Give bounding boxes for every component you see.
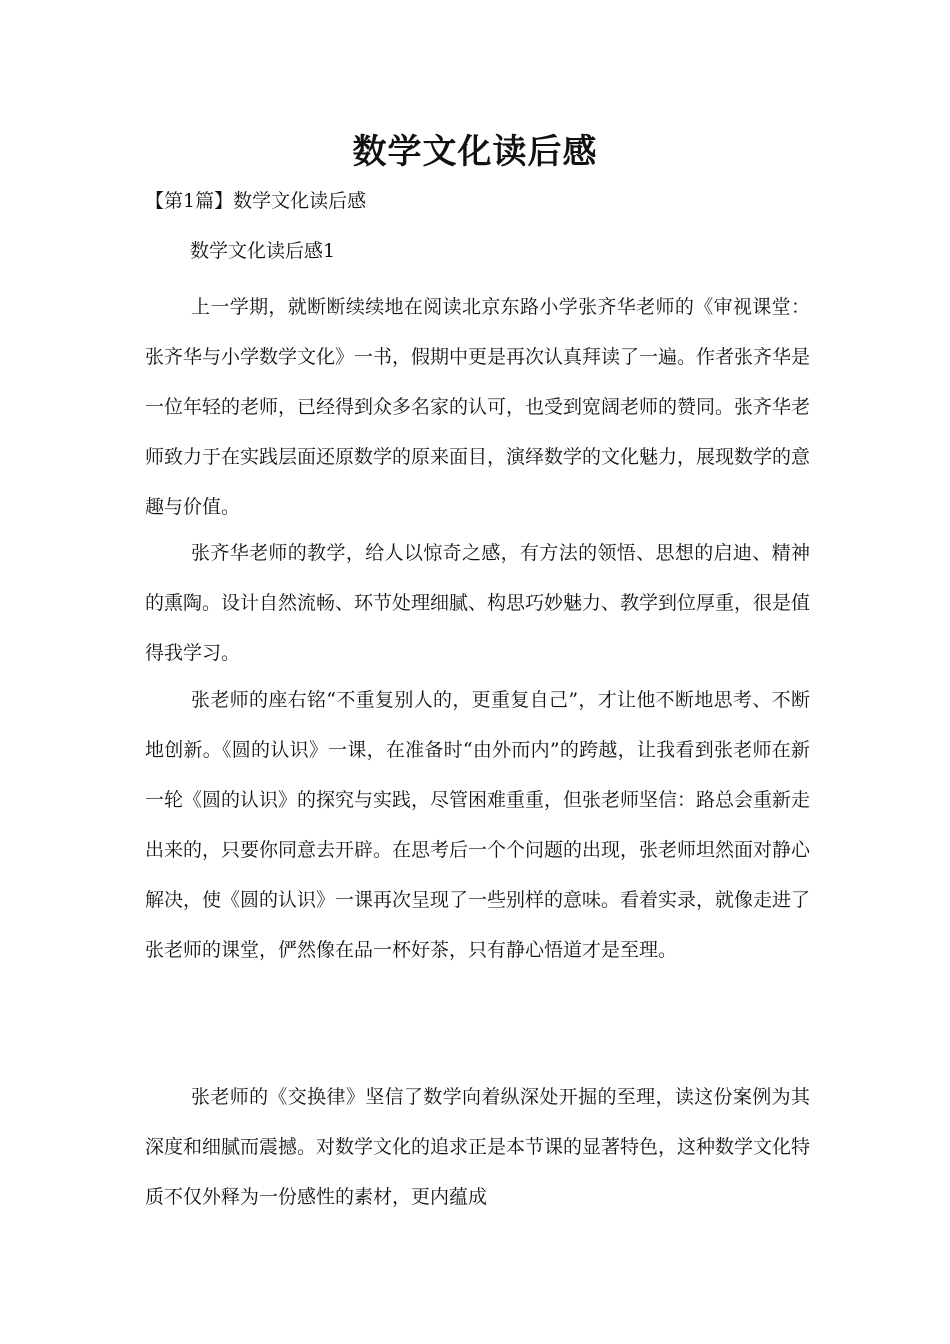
paragraph-2: 张齐华老师的教学，给人以惊奇之感，有方法的领悟、思想的启迪、精神的熏陶。设计自然流畅、环节处理细腻、构思巧妙魅力、教学到位厚重，很是值得我学习。 [145,542,811,664]
paragraph-1: 上一学期，就断断续续地在阅读北京东路小学张齐华老师的《审视课堂：张齐华与小学数学文化》一书，假期中更是再次认真拜读了一遍。作者张齐华是一位年轻的老师，已经得到众多名家的认可，也受到宽阔老师的赞同。张齐华老师致力于在实践层面还原数学的原来面目，演绎数学的文化魅力，展现数学的意趣与价值。 [145,296,811,518]
document-title: 数学文化读后感 [352,132,598,172]
section-heading: 【第1篇】数学文化读后感 [145,190,367,212]
paragraph-3: 张老师的座右铭“不重复别人的，更重复自己”，才让他不断地思考、不断地创新。《圆的认识》一课，在准备时“由外而内”的跨越，让我看到张老师在新一轮《圆的认识》的探究与实践，尽管困难重重，但张老师坚信：路总会重新走出来的，只要你同意去开辟。在思考后一个个问题的出现，张老师坦然面对静心解决，使《圆的认识》一课再次呈现了一些别样的意味。看着实录，就像走进了张老师的课堂，俨然像在品一杯好茶，只有静心悟道才是至理。 [145,689,811,961]
sub-heading: 数学文化读后感1 [190,240,336,262]
paragraph-4: 张老师的《交换律》坚信了数学向着纵深处开掘的至理，读这份案例为其深度和细腻而震撼。对数学文化的追求正是本节课的显著特色，这种数学文化特质不仅外释为一份感性的素材，更内蕴成 [145,1086,811,1208]
